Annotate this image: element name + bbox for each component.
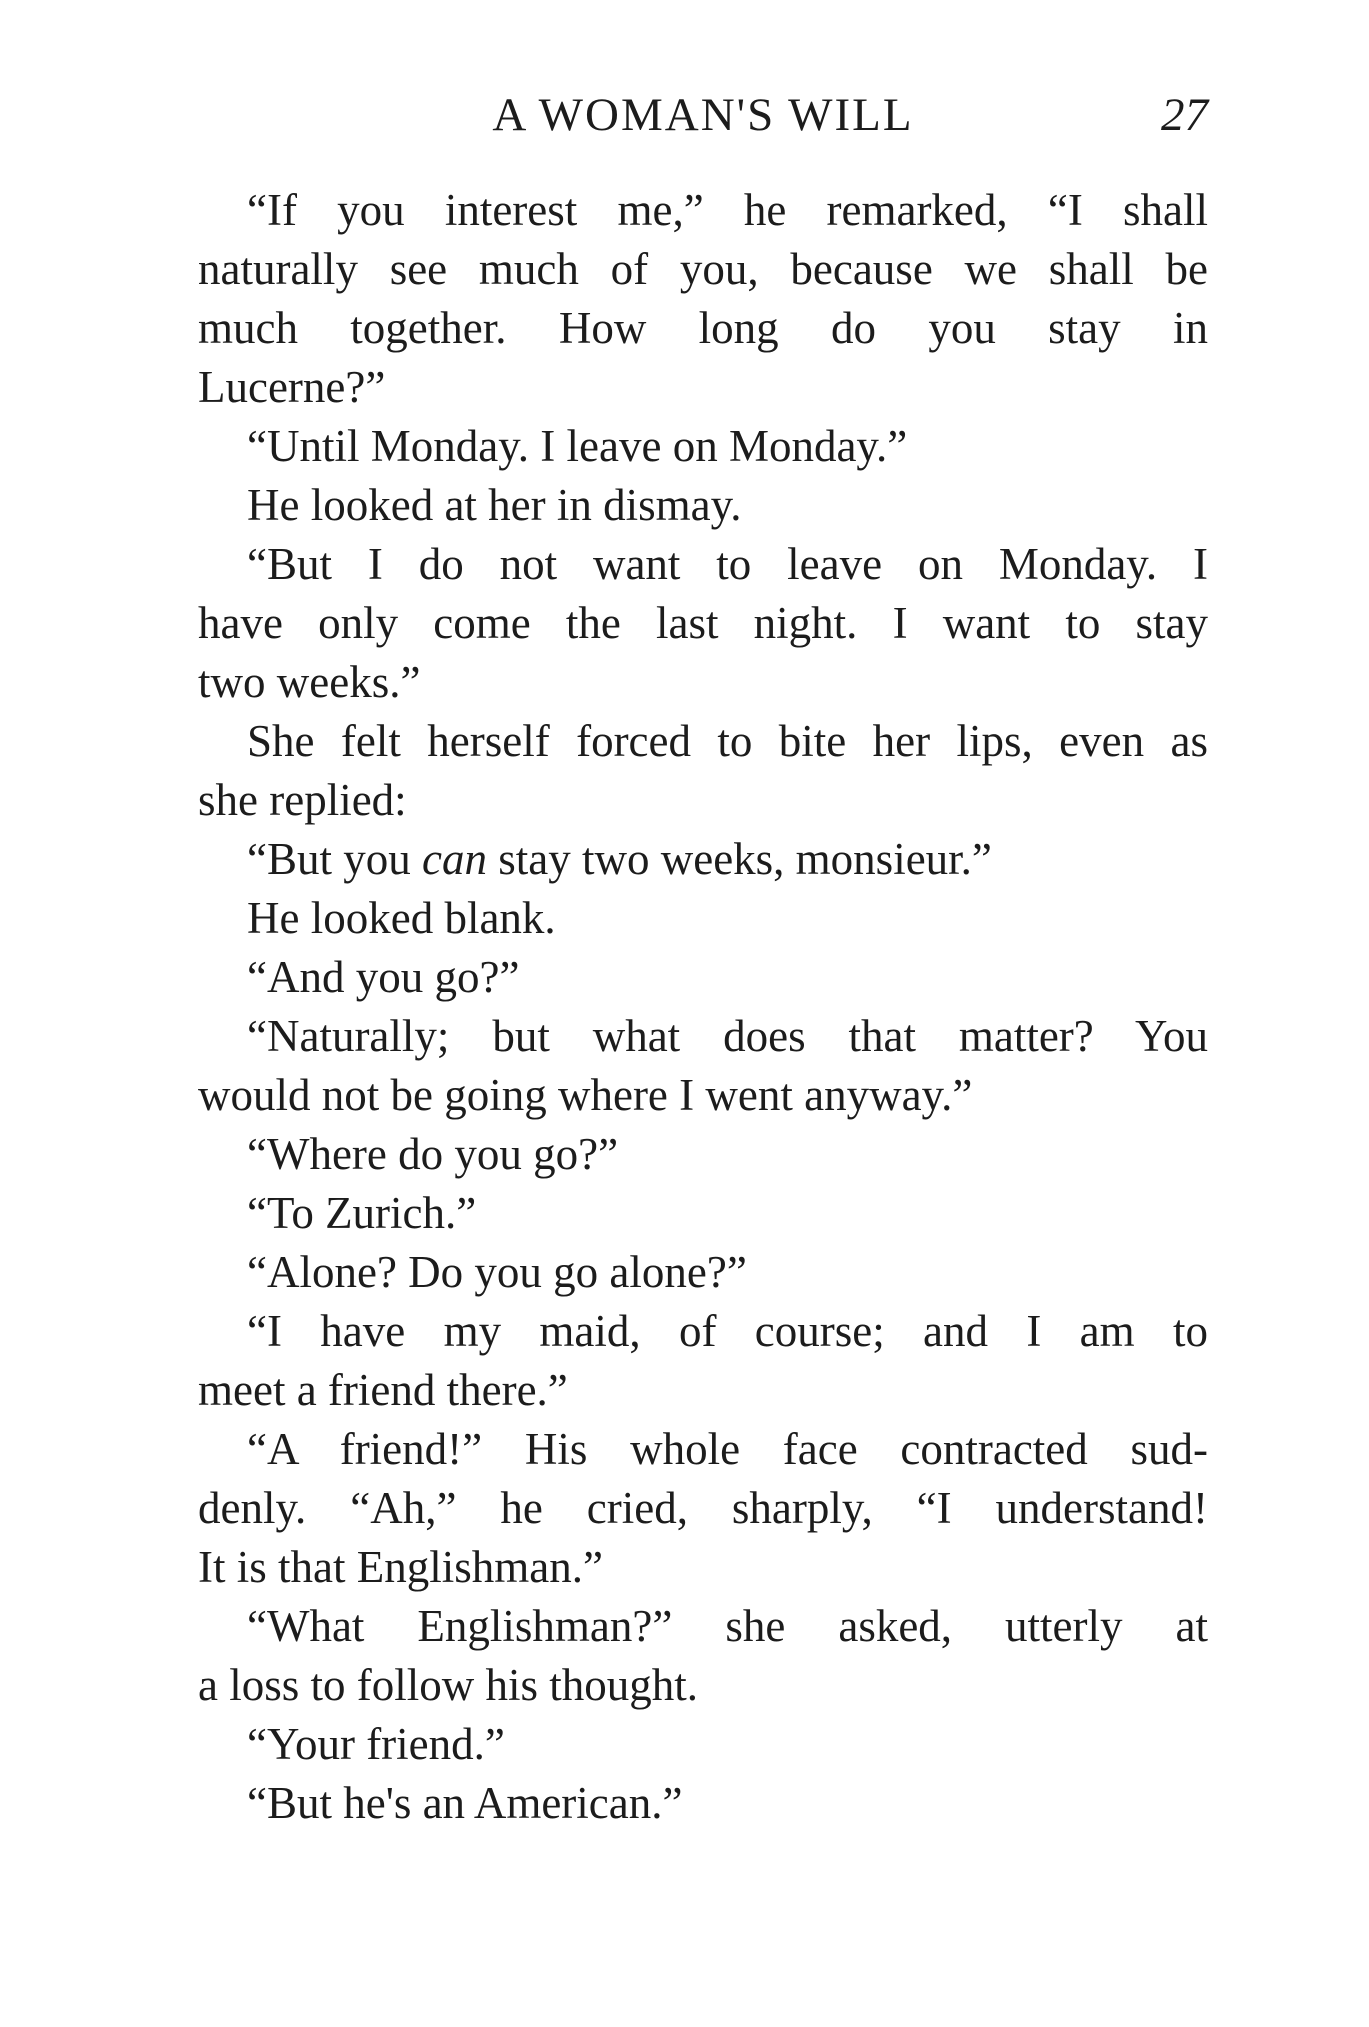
body-text xyxy=(198,181,1208,1833)
italic-word: can xyxy=(422,834,487,884)
text-line: Lucerne?” xyxy=(198,362,386,412)
text-line: “Where do you go?” xyxy=(247,1129,619,1179)
text-line: have only come the last night. I want to stay xyxy=(198,598,1208,648)
text-line: denly. “Ah,” he cried, sharply, “I understand! xyxy=(198,1483,1208,1533)
text-line: much together. How long do you stay in xyxy=(198,303,1208,353)
text-line: she replied: xyxy=(198,775,407,825)
text-line: “But I do not want to leave on Monday. I xyxy=(247,539,1208,589)
text-line: “Until Monday. I leave on Monday.” xyxy=(247,421,908,471)
text-line: It is that Englishman.” xyxy=(198,1542,603,1592)
running-head xyxy=(198,80,1208,150)
text-line: “If you interest me,” he remarked, “I shall xyxy=(247,185,1208,235)
text-line: “Alone? Do you go alone?” xyxy=(247,1247,747,1297)
text-line: He looked blank. xyxy=(247,893,556,943)
text-fragment: “But you xyxy=(247,834,422,884)
text-line: would not be going where I went anyway.” xyxy=(198,1070,973,1120)
text-line: “Naturally; but what does that matter? You xyxy=(247,1011,1208,1061)
text-line: “What Englishman?” she asked, utterly at xyxy=(247,1601,1208,1651)
text-fragment: stay two weeks, monsieur.” xyxy=(486,834,992,884)
running-title: A WOMAN'S WILL xyxy=(492,89,914,141)
text-line: He looked at her in dismay. xyxy=(247,480,742,530)
text-line: two weeks.” xyxy=(198,657,421,707)
text-line: “But he's an American.” xyxy=(247,1778,683,1828)
text-line: “To Zurich.” xyxy=(247,1188,477,1238)
text-line: a loss to follow his thought. xyxy=(198,1660,699,1710)
page-number: 27 xyxy=(1161,89,1208,141)
text-line: “And you go?” xyxy=(247,952,520,1002)
text-line: “Your friend.” xyxy=(247,1719,505,1769)
text-line: “A friend!” His whole face contracted sud- xyxy=(247,1424,1208,1474)
text-line: meet a friend there.” xyxy=(198,1365,568,1415)
text-line: She felt herself forced to bite her lips, even as xyxy=(247,716,1208,766)
text-line: “I have my maid, of course; and I am to xyxy=(247,1306,1208,1356)
text-line: naturally see much of you, because we shall be xyxy=(198,244,1208,294)
text-line xyxy=(198,830,1208,889)
